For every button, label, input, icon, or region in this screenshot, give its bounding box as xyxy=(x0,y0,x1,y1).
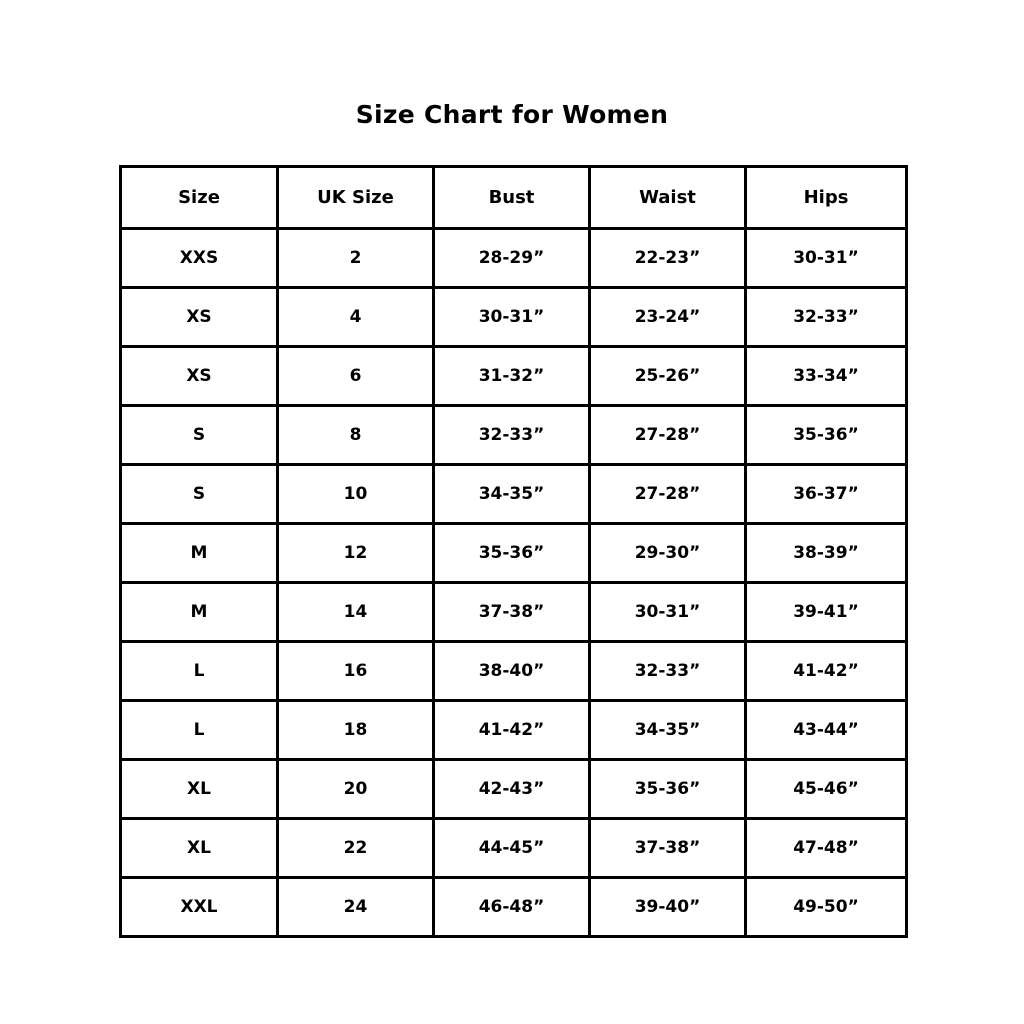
cell-hips: 35-36” xyxy=(746,406,907,465)
cell-size: XXS xyxy=(121,229,278,288)
table-row xyxy=(121,406,907,465)
cell-size: XS xyxy=(121,347,278,406)
table-row xyxy=(121,465,907,524)
cell-uk-size: 12 xyxy=(278,524,434,583)
cell-uk-size: 16 xyxy=(278,642,434,701)
cell-bust: 30-31” xyxy=(434,288,590,347)
cell-waist: 39-40” xyxy=(590,878,746,937)
table-body xyxy=(121,229,907,937)
table-row xyxy=(121,878,907,937)
cell-size: XL xyxy=(121,760,278,819)
cell-waist: 37-38” xyxy=(590,819,746,878)
cell-hips: 43-44” xyxy=(746,701,907,760)
cell-waist: 35-36” xyxy=(590,760,746,819)
cell-size: XXL xyxy=(121,878,278,937)
table-row xyxy=(121,819,907,878)
cell-hips: 32-33” xyxy=(746,288,907,347)
cell-uk-size: 18 xyxy=(278,701,434,760)
cell-bust: 35-36” xyxy=(434,524,590,583)
cell-uk-size: 2 xyxy=(278,229,434,288)
table-row xyxy=(121,760,907,819)
cell-waist: 34-35” xyxy=(590,701,746,760)
cell-bust: 38-40” xyxy=(434,642,590,701)
cell-uk-size: 20 xyxy=(278,760,434,819)
table-header-row xyxy=(121,167,907,229)
cell-uk-size: 22 xyxy=(278,819,434,878)
table-row xyxy=(121,583,907,642)
cell-bust: 44-45” xyxy=(434,819,590,878)
cell-size: XS xyxy=(121,288,278,347)
cell-waist: 30-31” xyxy=(590,583,746,642)
table-row xyxy=(121,524,907,583)
cell-uk-size: 4 xyxy=(278,288,434,347)
table-row xyxy=(121,701,907,760)
size-chart-table-container xyxy=(119,165,905,938)
cell-bust: 31-32” xyxy=(434,347,590,406)
column-header-waist: Waist xyxy=(590,167,746,229)
cell-uk-size: 10 xyxy=(278,465,434,524)
table-row xyxy=(121,347,907,406)
cell-hips: 36-37” xyxy=(746,465,907,524)
column-header-bust: Bust xyxy=(434,167,590,229)
cell-bust: 28-29” xyxy=(434,229,590,288)
cell-bust: 46-48” xyxy=(434,878,590,937)
cell-uk-size: 6 xyxy=(278,347,434,406)
page-title: Size Chart for Women xyxy=(355,100,669,129)
cell-waist: 27-28” xyxy=(590,406,746,465)
cell-waist: 22-23” xyxy=(590,229,746,288)
cell-waist: 29-30” xyxy=(590,524,746,583)
column-header-hips: Hips xyxy=(746,167,907,229)
cell-uk-size: 14 xyxy=(278,583,434,642)
cell-hips: 47-48” xyxy=(746,819,907,878)
cell-hips: 39-41” xyxy=(746,583,907,642)
cell-size: S xyxy=(121,465,278,524)
cell-size: L xyxy=(121,701,278,760)
cell-size: L xyxy=(121,642,278,701)
cell-waist: 32-33” xyxy=(590,642,746,701)
cell-bust: 32-33” xyxy=(434,406,590,465)
cell-uk-size: 24 xyxy=(278,878,434,937)
cell-bust: 42-43” xyxy=(434,760,590,819)
cell-size: S xyxy=(121,406,278,465)
cell-size: M xyxy=(121,524,278,583)
cell-hips: 38-39” xyxy=(746,524,907,583)
table-row xyxy=(121,229,907,288)
column-header-uk-size: UK Size xyxy=(278,167,434,229)
cell-size: M xyxy=(121,583,278,642)
cell-size: XL xyxy=(121,819,278,878)
table-header xyxy=(121,167,907,229)
cell-hips: 41-42” xyxy=(746,642,907,701)
table-row xyxy=(121,288,907,347)
column-header-size: Size xyxy=(121,167,278,229)
cell-hips: 33-34” xyxy=(746,347,907,406)
cell-hips: 49-50” xyxy=(746,878,907,937)
cell-bust: 37-38” xyxy=(434,583,590,642)
table-row xyxy=(121,642,907,701)
cell-waist: 23-24” xyxy=(590,288,746,347)
cell-bust: 41-42” xyxy=(434,701,590,760)
cell-uk-size: 8 xyxy=(278,406,434,465)
cell-hips: 30-31” xyxy=(746,229,907,288)
cell-hips: 45-46” xyxy=(746,760,907,819)
size-chart-table xyxy=(119,165,908,938)
cell-waist: 25-26” xyxy=(590,347,746,406)
cell-waist: 27-28” xyxy=(590,465,746,524)
cell-bust: 34-35” xyxy=(434,465,590,524)
